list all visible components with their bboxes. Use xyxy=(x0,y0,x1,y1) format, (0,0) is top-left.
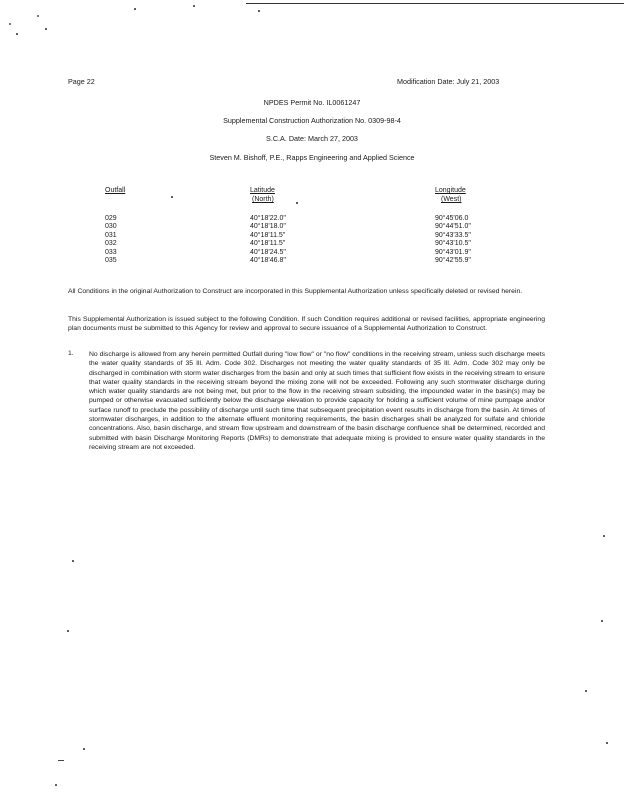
latitude-value: 40°18'24.5" xyxy=(250,248,286,256)
latitude-subheader: (North) xyxy=(252,196,274,203)
page-number: Page 22 xyxy=(68,77,95,86)
outfall-rows xyxy=(105,215,525,265)
permit-number: NPDES Permit No. IL0061247 xyxy=(263,98,361,107)
scan-speck xyxy=(296,202,298,204)
longitude-value: 90°43'10.5" xyxy=(435,240,471,248)
outfall-id: 033 xyxy=(105,248,117,256)
latitude-value: 40°18'46.8" xyxy=(250,256,286,264)
table-row xyxy=(105,257,525,265)
longitude-value: 90°42'55.9" xyxy=(435,256,471,264)
outfall-id: 032 xyxy=(105,240,117,248)
scan-speck xyxy=(603,535,605,537)
outfall-id: 031 xyxy=(105,231,117,239)
table-row xyxy=(105,249,525,257)
table-row xyxy=(105,232,525,240)
engineer-line: Steven M. Bishoff, P.E., Rapps Engineering and Applied Science xyxy=(209,153,415,162)
condition-text: No discharge is allowed from any herein permitted Outfall during "low flow" or "no flow" conditions in the receiving stream, unless such discharge meets the water quality standards of 35 Ill. Adm. Code 302. Discharges not meeting the water quality standards of 35 Ill. Adm. Code 302 may only be discharged in combination with storm water discharges from the basin and only at such times that sufficient flow exists in the receiving stream to ensure that water quality standards in the receiving stream beyond the mixing zone will not be exceeded. Following any such stormwater discharge during which water quality standards are not being met, but prior to the flow in the receiving stream subsiding, the impounded water in the basin(s) may be pumped or otherwise evacuated sufficiently below the discharge elevation to provide capacity for holding a sufficient volume of mine pumpage and/or surface runoff to preclude the possibility of discharge until such time that subsequent precipitation event results in discharge from the basin. At times of stormwater discharges, in addition to the alternate effluent monitoring requirements, the basin discharges shall be analyzed for sulfate and chloride concentrations. Also, basin discharge, and stream flow upstream and downstream of the basin discharge confluence shall be determined, recorded and submitted with basin Discharge Monitoring Reports (DMRs) to demonstrate that adequate mixing is provided to ensure water quality standards in the receiving stream are not exceeded. xyxy=(89,351,545,451)
latitude-value: 40°18'22.0" xyxy=(250,215,286,222)
conditions-paragraph: All Conditions in the original Authorization to Construct are incorporated in this Supplemental Authorization unless specifically deleted or revised herein. xyxy=(68,288,523,295)
latitude-value: 40°18'18.0" xyxy=(250,223,286,231)
table-row xyxy=(105,223,525,231)
sca-date: S.C.A. Date: March 27, 2003 xyxy=(266,134,358,143)
scan-speck xyxy=(601,620,603,622)
subject-paragraph: This Supplemental Authorization is issued subject to the following Condition. If such Condition requires additional or revised facilities, appropriate engineering plan documents must be submitted to this Agency for review and approval to secure issuance of a Supplemental Authorization to Construct. xyxy=(68,316,545,333)
scan-speck xyxy=(55,784,57,786)
latitude-value: 40°18'11.5" xyxy=(250,231,286,239)
scan-speck xyxy=(171,196,173,198)
scan-speck xyxy=(83,748,85,750)
scan-speck xyxy=(16,33,18,35)
longitude-subheader: (West) xyxy=(441,196,462,203)
latitude-column-header: Latitude xyxy=(250,187,275,194)
scan-speck xyxy=(134,8,136,10)
longitude-column-header: Longitude xyxy=(435,187,466,194)
longitude-value: 90°44'51.0" xyxy=(435,223,471,231)
scan-speck xyxy=(606,742,608,744)
scan-speck xyxy=(58,760,64,761)
condition-number: 1. xyxy=(68,350,74,357)
outfall-id: 030 xyxy=(105,223,117,231)
table-row xyxy=(105,240,525,248)
longitude-value: 90°43'01.9" xyxy=(435,248,471,256)
scan-speck xyxy=(67,630,69,632)
scan-speck xyxy=(72,560,74,562)
scan-speck xyxy=(193,5,195,7)
scan-speck xyxy=(258,10,260,12)
longitude-value: 90°43'33.5" xyxy=(435,231,471,239)
scan-speck xyxy=(585,690,587,692)
outfall-column-header: Outfall xyxy=(105,187,126,194)
scan-speck xyxy=(45,28,47,30)
authorization-number: Supplemental Construction Authorization No. 0309-98-4 xyxy=(223,116,401,125)
outfall-id: 029 xyxy=(105,215,117,222)
scan-speck xyxy=(37,15,39,17)
latitude-value: 40°18'11.5" xyxy=(250,240,286,248)
outfall-id: 035 xyxy=(105,256,117,264)
scan-speck xyxy=(9,23,11,25)
scan-top-border xyxy=(246,3,624,4)
longitude-value: 90°45'06.0 xyxy=(435,215,469,222)
modification-date: Modification Date: July 21, 2003 xyxy=(397,77,500,86)
